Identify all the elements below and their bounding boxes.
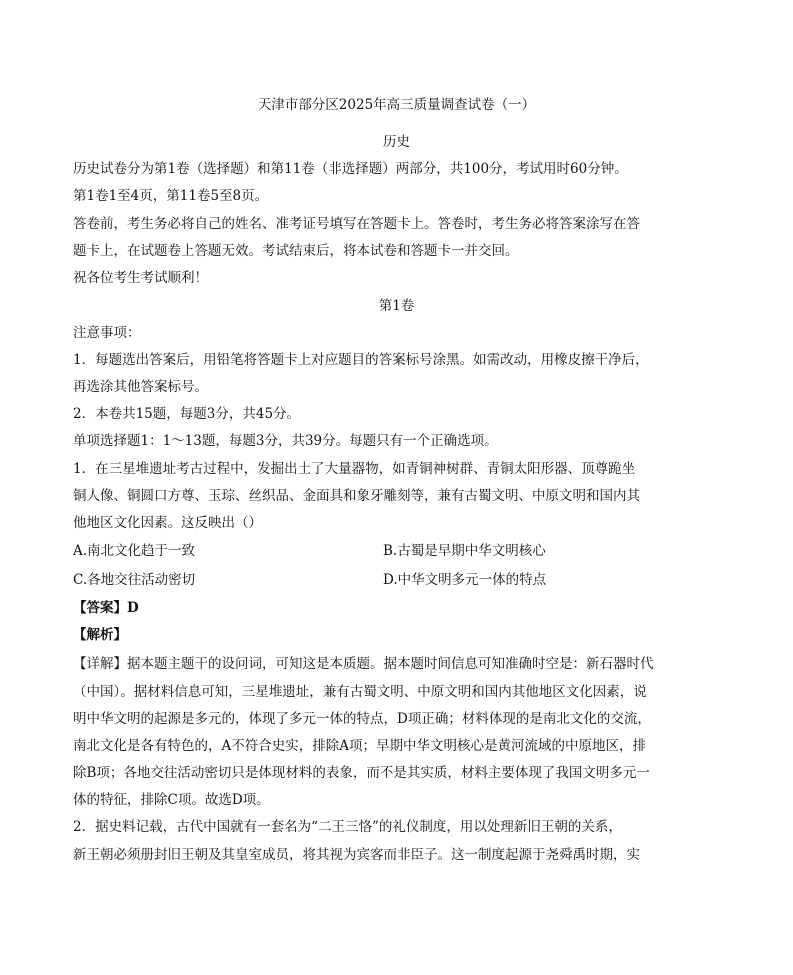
detail-line: （中国）。据材料信息可知，三星堆遗址，兼有古蜀文明、中原文明和国内其他地区文化因素，说 [73, 684, 647, 700]
intro-line: 第1卷1至4页，第11卷5至8页。 [73, 188, 269, 204]
question-stem-line: 1．在三星堆遗址考古过程中，发掘出土了大量器物，如青铜神树群、青铜太阳形器、顶尊跪坐 [73, 461, 636, 477]
section-title: 第1卷 [378, 298, 415, 314]
analysis-label: 【解析】 [73, 627, 127, 643]
intro-line: 祝各位考生考试顺利！ [73, 270, 208, 286]
exam-title: 天津市部分区2025年高三质量调查试卷（一） [257, 97, 536, 113]
detail-line: 除B项；各地交往活动密切只是体现材料的表象，而不是其实质，材料主要体现了我国文明多元一 [73, 765, 650, 781]
question-stem-line: 2．据史料记载，古代中国就有一套名为“二王三恪”的礼仪制度，用以处理新旧王朝的关系， [73, 819, 622, 835]
answer-label: 【答案】D [73, 600, 139, 616]
note-line: 1．每题选出答案后，用铅笔将答题卡上对应题目的答案标号涂黑。如需改动，用橡皮擦干净后， [73, 352, 649, 368]
detail-line: 【详解】据本题主题干的设问词，可知这是本质题。据本题时间信息可知准确时空是：新石器时代 [73, 656, 654, 672]
option-c: C.各地交往活动密切 [73, 572, 196, 588]
notes-heading: 注意事项： [73, 325, 141, 341]
note-line: 再选涂其他答案标号。 [73, 379, 208, 395]
note-line: 2．本卷共15题，每题3分，共45分。 [73, 406, 301, 422]
option-b: B.古蜀是早期中华文明核心 [383, 543, 546, 559]
detail-line: 明中华文明的起源是多元的，体现了多元一体的特点，D项正确；材料体现的是南北文化的交流， [73, 711, 651, 727]
single-choice-intro: 单项选择题1：1～13题，每题3分，共39分。每题只有一个正确选项。 [73, 433, 498, 449]
option-a: A.南北文化趋于一致 [73, 543, 196, 559]
question-stem-line: 新王朝必须册封旧王朝及其皇室成员，将其视为宾客而非臣子。这一制度起源于尧舜禹时期，实 [73, 847, 640, 863]
question-stem-line: 铜人像、铜圆口方尊、玉琮、丝织品、金面具和象牙雕刻等，兼有古蜀文明、中原文明和国内其 [73, 488, 640, 504]
intro-line: 历史试卷分为第1卷（选择题）和第11卷（非选择题）两部分，共100分，考试用时60分钟。 [73, 161, 628, 177]
detail-line: 南北文化是各有特色的，A不符合史实，排除A项；早期中华文明核心是黄河流域的中原地区，排 [73, 738, 646, 754]
intro-line: 题卡上，在试题卷上答题无效。考试结束后，将本试卷和答题卡一并交回。 [73, 243, 519, 259]
question-stem-line: 他地区文化因素。这反映出（） [73, 515, 262, 531]
option-d: D.中华文明多元一体的特点 [383, 572, 547, 588]
intro-line: 答卷前，考生务必将自己的姓名、准考证号填写在答题卡上。答卷时，考生务必将答案涂写在答 [73, 216, 640, 232]
detail-line: 体的特征，排除C项。故选D项。 [73, 792, 270, 808]
subject-title: 历史 [383, 134, 410, 150]
